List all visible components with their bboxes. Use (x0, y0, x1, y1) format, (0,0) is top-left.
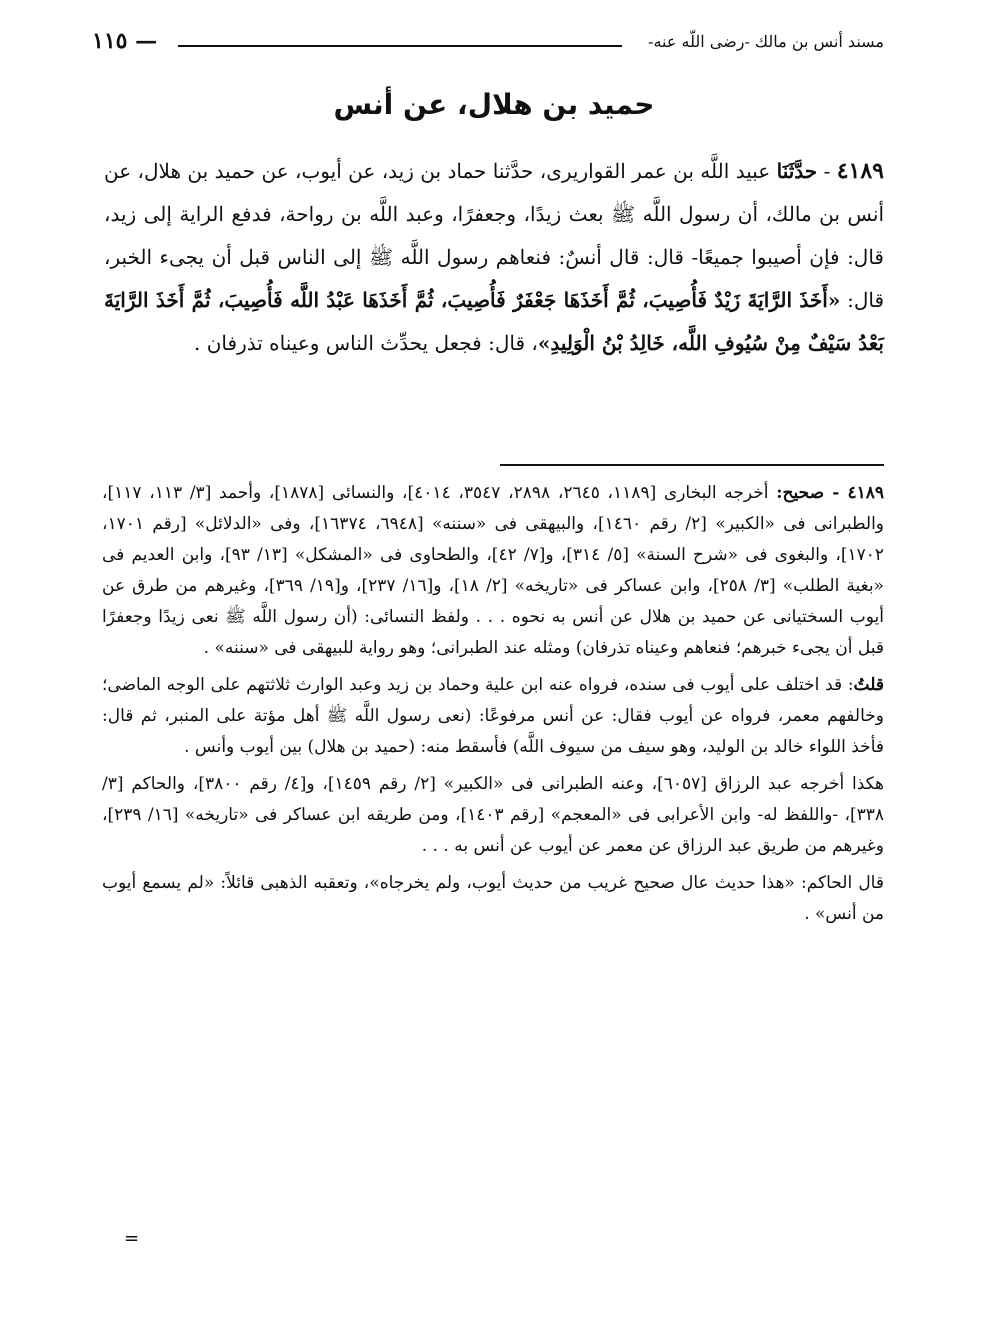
footnote-comment (102, 670, 884, 763)
hadith-ending: ، قال: فجعل يحدِّث الناس وعيناه تذرفان . (194, 331, 538, 355)
hadith-text (104, 150, 884, 365)
footnote-grade: - صحيح: (776, 483, 848, 503)
footnote-number: ٤١٨٩ (847, 483, 885, 503)
page-number: — ١١٥ (92, 28, 158, 54)
hadith-dash: - (817, 159, 837, 183)
footnote-hakim: قال الحاكم: «هذا حديث عال صحيح غريب من حديث أيوب، ولم يخرجاه»، وتعقبه الذهبى قائلاً: «لم يسمع أيوب من أنس» . (102, 873, 884, 924)
footnote-takhrij-text: أخرجه البخارى [١١٨٩، ٢٦٤٥، ٢٨٩٨، ٣٥٤٧، ٤٠١٤]، والنسائى [١٨٧٨]، وأحمد [٣/ ١١٣، ١١٧]، والطبرانى فى «الكبير» [٢/ رقم ١٤٦٠]، والبيهقى فى «سننه» [٦٩٤٨، ١٦٣٧٤]، وفى «الدلائل» [رقم ١٧٠١، ١٧٠٢]، والبغوى فى «شرح السنة» [٥/ ٣١٤]، و[٧/ ٤٢]، والطحاوى فى «المشكل» [١٣/ ٩٣]، وابن العديم فى «بغية الطلب» [٣/ ٢٥٨]، وابن عساكر فى «تاريخه» [٢/ ١٨]، و[١٦/ ٢٣٧]، و[١٩/ ٣٦٩]، وغيرهم من طرق عن أيوب السختيانى عن حميد بن هلال عن أنس به نحوه . . . ولفظ النسائى: (أن رسول اللَّه ﷺ نعى زيدًا وجعفرًا قبل أن يجىء خبرهم؛ فنعاهم وعيناه تذرفان) ومثله عند الطبرانى؛ وهو رواية للبيهقى فى «سننه» . (102, 483, 885, 658)
section-heading: حميد بن هلال، عن أنس (333, 88, 655, 121)
page-number-value: ١١٥ (92, 28, 128, 54)
hadith-quote: «أَخَذَ الرَّايَةَ زَيْدٌ فَأُصِيبَ، ثُمَّ أَخَذَهَا جَعْفَرٌ فَأُصِيبَ، ثُمَّ أَخَذَهَا عَبْدُ اللَّه فَأُصِيبَ، ثُمَّ أَخَذَ الرَّايَةَ بَعْدُ سَيْفٌ مِنْ سُيُوفِ اللَّه، خَالِدُ بْنُ الْوَلِيدِ» (104, 288, 884, 355)
continuation-mark: = (124, 1228, 140, 1249)
hadith-number: ٤١٨٩ (836, 158, 884, 184)
running-title: مسند أنس بن مالك -رضى اللّه عنه- (648, 32, 884, 51)
hadith-lead-word: حدَّثَنَا (776, 159, 818, 183)
footnote-sources: هكذا أخرجه عبد الرزاق [٦٠٥٧]، وعنه الطبرانى فى «الكبير» [٢/ رقم ١٤٥٩]، و[٤/ رقم ٣٨٠٠]، والحاكم [٣/ ٣٣٨]، -واللفظ له- وابن الأعرابى فى «المعجم» [رقم ١٤٠٣]، ومن طريقه ابن عساكر فى «تاريخه» [١٦/ ٢٣٩]، وغيرهم من طريق عبد الرزاق عن معمر عن أيوب عن أنس به . . . (102, 774, 885, 856)
footnote-takhrij (102, 478, 884, 664)
footnote-divider (500, 464, 884, 466)
comment-text: : قد اختلف على أيوب فى سنده، فرواه عنه ابن علية وحماد بن زيد وعبد الوارث ثلاثتهم على الوجه الماضى؛ وخالفهم معمر، فرواه عن أيوب فقال: عن أنس مرفوعًا: (نعى رسول اللَّه ﷺ أهل مؤتة على المنبر، ثم قال: فأخذ اللواء خالد بن الوليد، وهو سيف من سيوف اللَّه) فأسقط منه: (حميد بن هلال) بين أيوب وأنس . (102, 675, 884, 757)
header-rule (178, 45, 622, 47)
comment-label: قلتُ (853, 675, 884, 695)
hadith-isnad: عبيد اللَّه بن عمر القواريرى، حدَّثنا حماد بن زيد، عن أيوب، عن حميد بن هلال، عن أنس بن مالك، أن رسول اللَّه ﷺ بعث زيدًا، وجعفرًا، وعبد اللَّه بن رواحة، فدفع الراية إلى زيد، قال: فإن أصيبوا جميعًا- قال: قال أنسٌ: فنعاهم رسول اللَّه ﷺ إلى الناس قبل أن يجىء الخبر، قال: (104, 159, 885, 312)
running-header (92, 28, 884, 58)
footnotes (102, 478, 884, 936)
